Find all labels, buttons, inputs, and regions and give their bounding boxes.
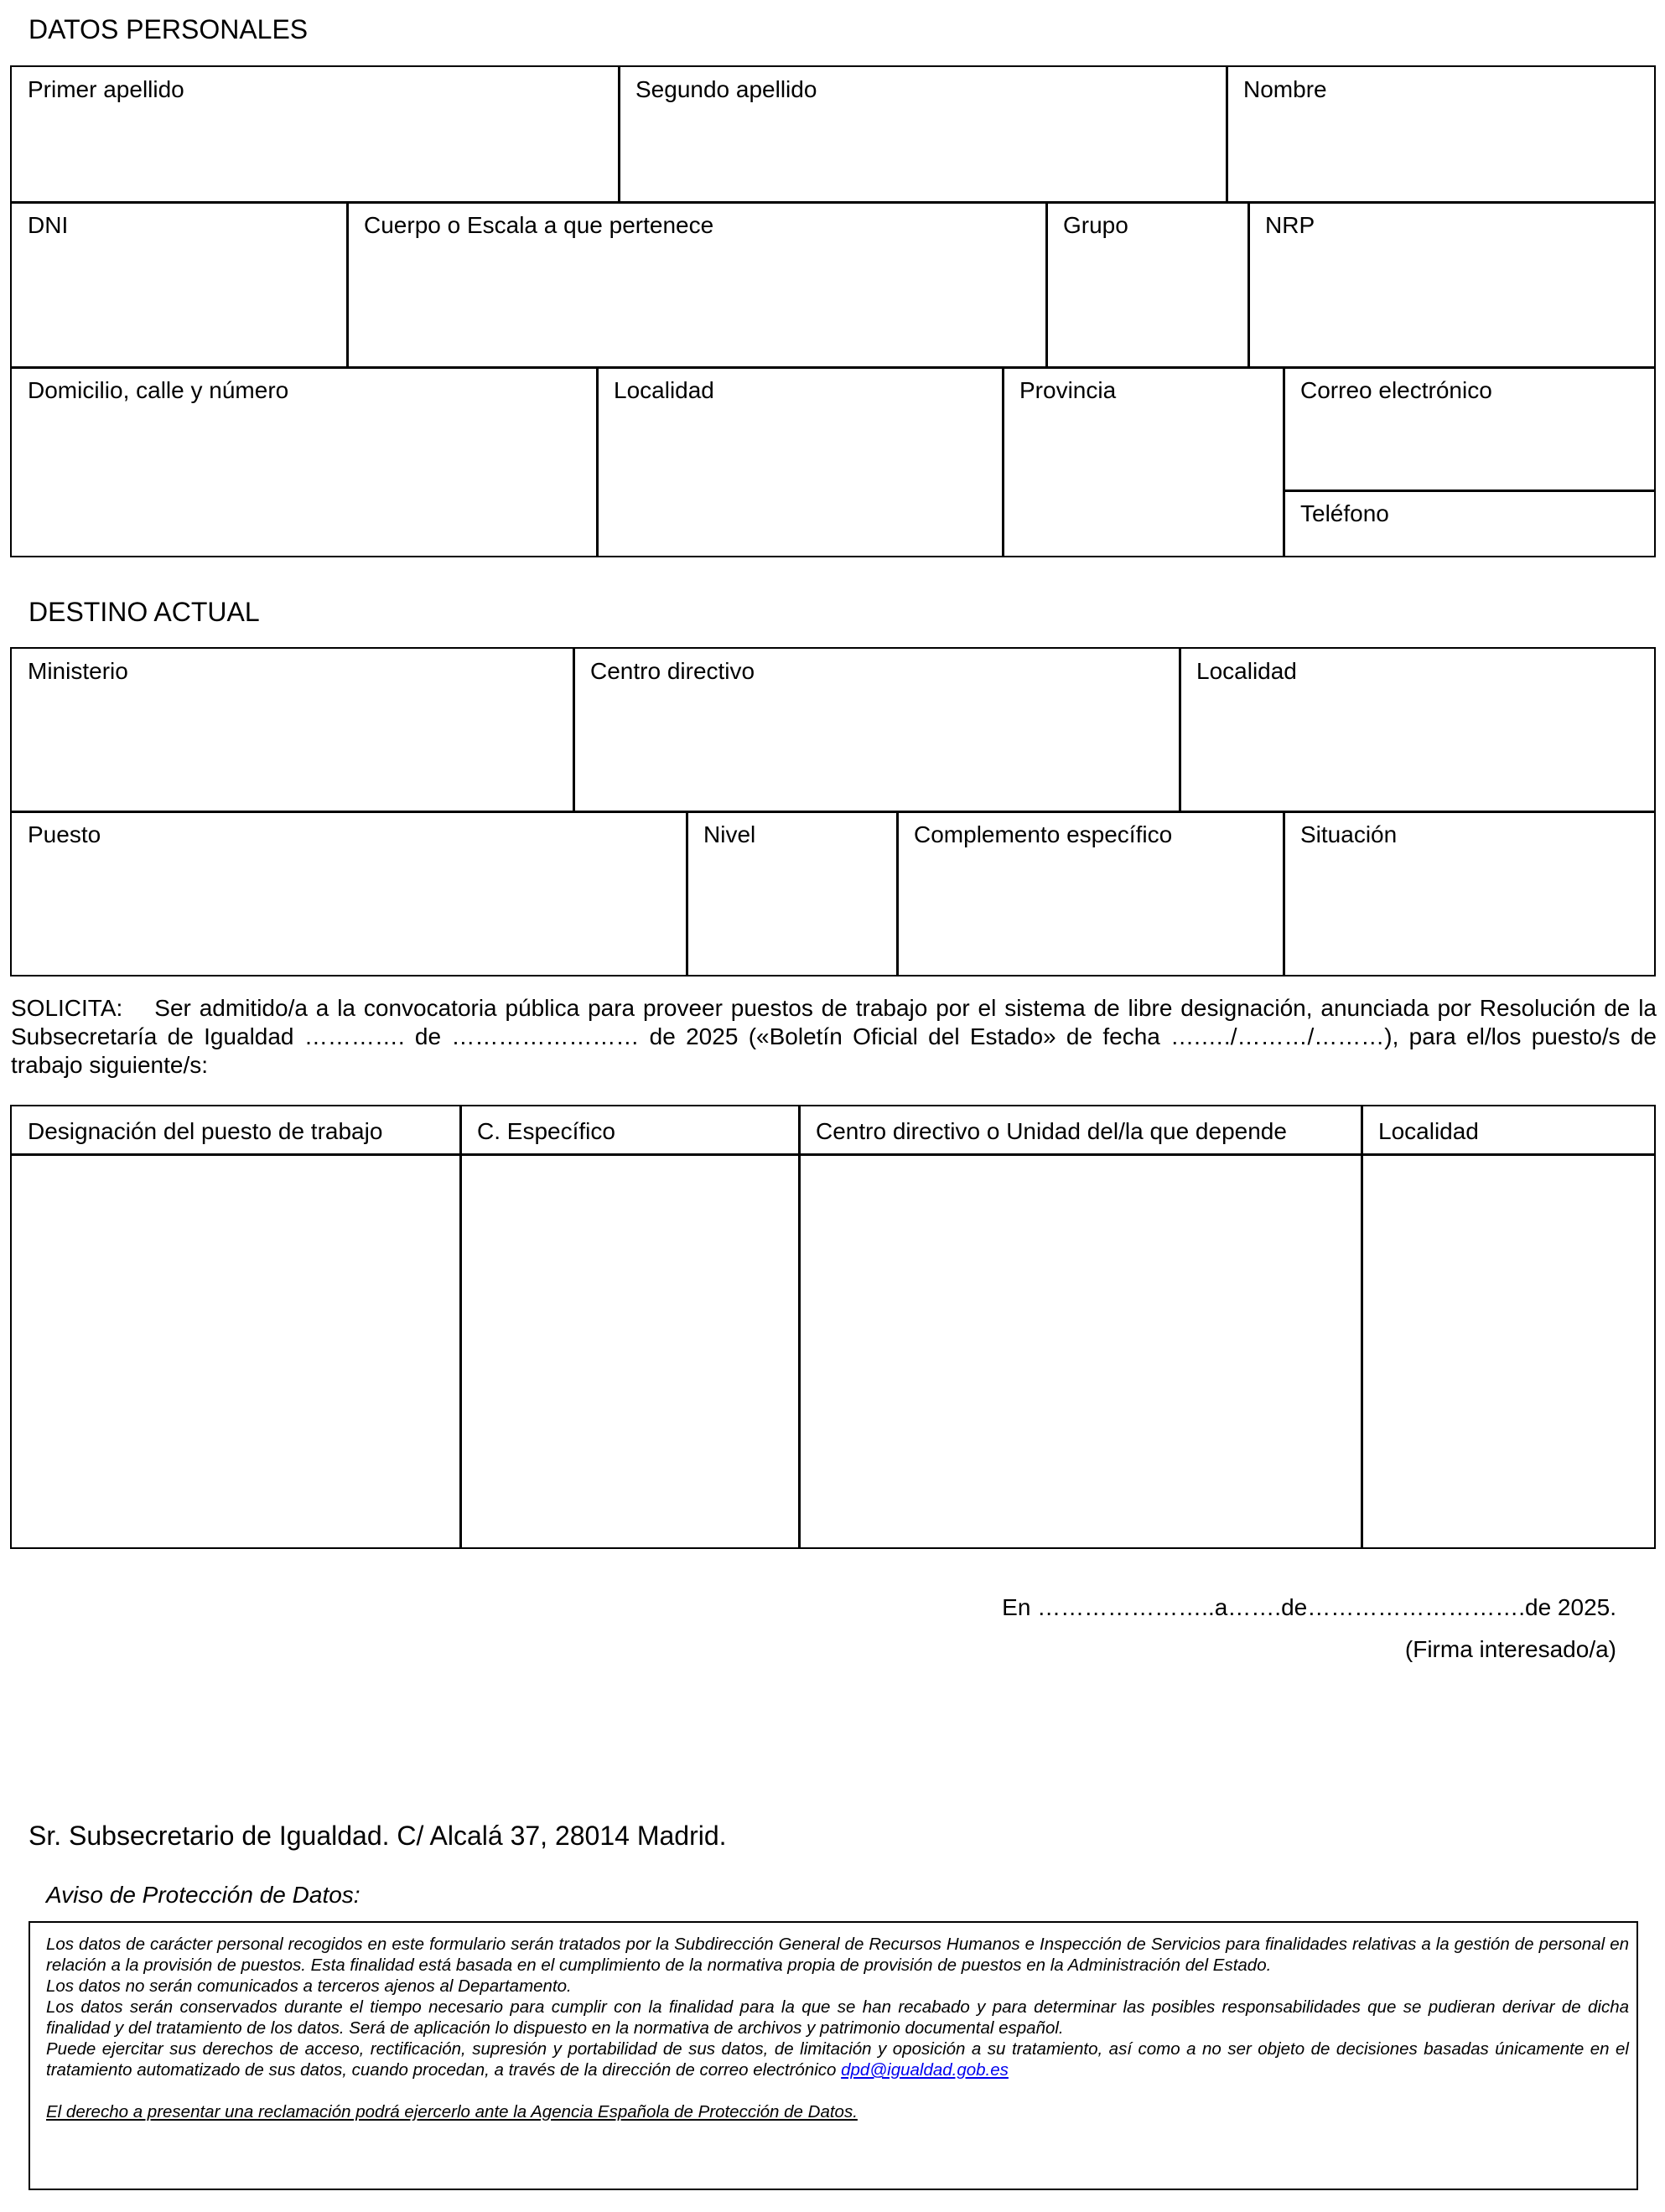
place-date-line[interactable]: En …………………..a…….de……………………….de 2025. [1002, 1594, 1616, 1620]
header-label: Centro directivo o Unidad del/la que depende [816, 1118, 1287, 1144]
field-label: Complemento específico [914, 821, 1173, 847]
field-domicilio[interactable] [10, 366, 599, 557]
field-dni[interactable] [10, 201, 349, 369]
privacy-title: Aviso de Protección de Datos: [46, 1882, 360, 1908]
field-label: Localidad [1196, 658, 1297, 684]
field-centro-directivo[interactable] [573, 647, 1181, 813]
field-complemento-especifico[interactable] [896, 811, 1285, 976]
privacy-paragraph: Los datos no serán comunicados a terceros ajenos al Departamento. [46, 1976, 572, 1996]
privacy-paragraph: Los datos serán conservados durante el tiempo necesario para cumplir con la finalidad para la que se han recabado y para determinar las posibles responsabilidades que se pudieran derivar de dicha finalidad y del tratamiento de los datos. Será de aplicación lo dispuesto en la normativa de archivos y patrimonio documental español. [46, 1997, 1629, 2038]
recipient-address: Sr. Subsecretario de Igualdad. C/ Alcalá 37, 28014 Madrid. [29, 1821, 727, 1851]
field-label: Segundo apellido [635, 76, 817, 102]
table-cell-c-especifico[interactable] [459, 1153, 801, 1549]
field-correo[interactable] [1283, 366, 1656, 492]
solicita-text: Ser admitido/a a la convocatoria pública para proveer puestos de trabajo por el sistema de libre designación, anunciada por Resolución de la Subsecretaría de Igualdad …………. de …………………… de 2025 («Boletín Oficial del Estado» de fecha ….…./………/………), para el/los puesto/s de trabajo siguiente/s: [11, 995, 1657, 1078]
table-header-localidad [1361, 1105, 1656, 1156]
field-provincia[interactable] [1002, 366, 1285, 557]
field-puesto[interactable] [10, 811, 688, 976]
table-cell-centro-directivo[interactable] [798, 1153, 1363, 1549]
field-destino-localidad[interactable] [1179, 647, 1656, 813]
field-label: Localidad [614, 377, 714, 403]
field-nrp[interactable] [1247, 201, 1656, 369]
section-title-datos-personales: DATOS PERSONALES [29, 14, 309, 44]
field-ministerio[interactable] [10, 647, 575, 813]
field-label: Teléfono [1300, 500, 1389, 526]
field-label: Centro directivo [590, 658, 755, 684]
header-label: C. Específico [477, 1118, 615, 1144]
privacy-paragraph: Los datos de carácter personal recogidos en este formulario serán tratados por la Subdirección General de Recursos Humanos e Inspección de Servicios para finalidades relativas a la gestión de personal en relación a la provisión de puestos. Esta finalidad está basada en el cumplimiento de la normativa propia de provisión de puestos en la Administración del Estado. [46, 1935, 1629, 1975]
field-label: Domicilio, calle y número [28, 377, 289, 403]
table-cell-designacion[interactable] [10, 1153, 462, 1549]
header-label: Localidad [1378, 1118, 1479, 1144]
field-grupo[interactable] [1045, 201, 1250, 369]
privacy-paragraph-rights [46, 2038, 1629, 2080]
solicita-paragraph [11, 994, 1657, 1080]
table-header-designacion [10, 1105, 462, 1156]
solicita-label: SOLICITA: [11, 995, 123, 1021]
field-label: Correo electrónico [1300, 377, 1492, 403]
field-label: Puesto [28, 821, 101, 847]
signature-label: (Firma interesado/a) [1404, 1636, 1616, 1662]
field-segundo-apellido[interactable] [618, 65, 1228, 204]
field-label: Situación [1300, 821, 1398, 847]
field-label: NRP [1265, 212, 1315, 238]
privacy-email-link[interactable]: dpd@igualdad.gob.es [841, 2060, 1009, 2080]
table-header-centro-directivo [798, 1105, 1363, 1156]
table-header-c-especifico [459, 1105, 801, 1156]
field-telefono[interactable] [1283, 490, 1656, 557]
privacy-rights-text: Puede ejercitar sus derechos de acceso, rectificación, supresión y portabilidad de sus datos, de limitación y oposición a su tratamiento, así como a no ser objeto de decisiones basadas únicamente en el tratamiento automatizado de sus datos, cuando procedan, a través de la dirección de correo electrónico [46, 2039, 1629, 2080]
field-label: Ministerio [28, 658, 128, 684]
field-nivel[interactable] [686, 811, 899, 976]
field-label: Primer apellido [28, 76, 184, 102]
field-primer-apellido[interactable] [10, 65, 620, 204]
field-label: Grupo [1063, 212, 1128, 238]
table-cell-localidad[interactable] [1361, 1153, 1656, 1549]
field-situacion[interactable] [1283, 811, 1656, 976]
field-label: Nombre [1243, 76, 1327, 102]
field-localidad[interactable] [596, 366, 1004, 557]
field-label: DNI [28, 212, 69, 238]
field-label: Nivel [703, 821, 756, 847]
field-cuerpo-escala[interactable] [346, 201, 1048, 369]
section-title-destino-actual: DESTINO ACTUAL [29, 597, 260, 627]
field-nombre[interactable] [1226, 65, 1656, 204]
field-label: Provincia [1019, 377, 1117, 403]
privacy-claim-text: El derecho a presentar una reclamación podrá ejercerlo ante la Agencia Española de Protección de Datos. [46, 2102, 858, 2121]
header-label: Designación del puesto de trabajo [28, 1118, 383, 1144]
privacy-notice-text [46, 1934, 1629, 2122]
field-label: Cuerpo o Escala a que pertenece [364, 212, 714, 238]
